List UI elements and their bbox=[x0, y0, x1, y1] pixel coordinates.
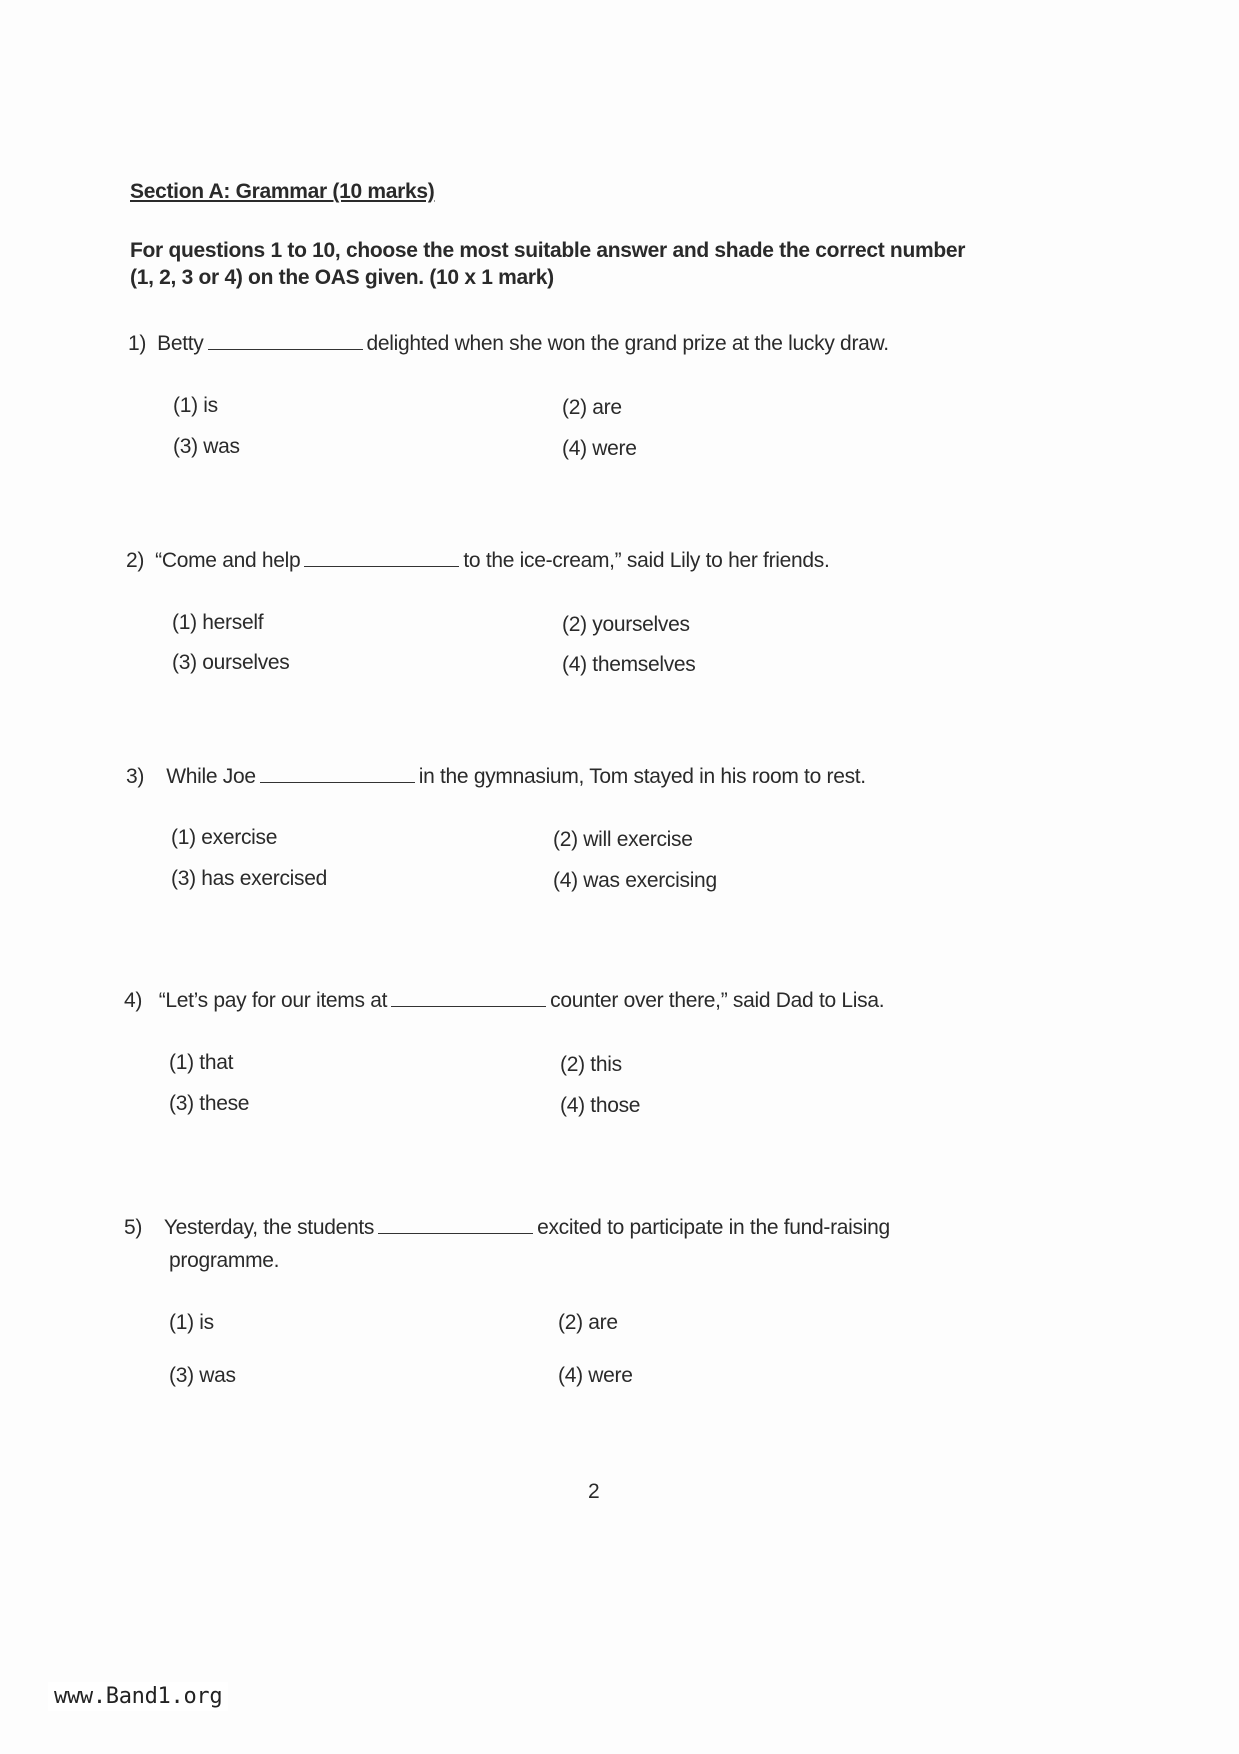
option-4: (4) were bbox=[562, 437, 637, 460]
question-text-before: While Joe bbox=[166, 765, 256, 788]
answer-blank bbox=[208, 348, 363, 350]
question-text-after: excited to participate in the fund-raising bbox=[537, 1216, 890, 1239]
option-3: (3) was bbox=[173, 435, 240, 458]
option-1: (1) that bbox=[169, 1051, 234, 1074]
answer-blank bbox=[304, 565, 459, 567]
option-1: (1) exercise bbox=[171, 826, 278, 849]
answer-blank bbox=[391, 1005, 546, 1007]
option-2: (2) this bbox=[560, 1053, 622, 1076]
option-3: (3) these bbox=[169, 1092, 250, 1115]
question-3 bbox=[126, 765, 866, 789]
question-text-after: delighted when she won the grand prize at the lucky draw. bbox=[366, 332, 889, 355]
answer-blank bbox=[260, 781, 415, 783]
question-number: 2) bbox=[126, 549, 145, 572]
option-3: (3) has exercised bbox=[171, 867, 327, 890]
option-3: (3) was bbox=[169, 1364, 236, 1387]
question-text-before: “Let’s pay for our items at bbox=[158, 989, 388, 1012]
option-1: (1) herself bbox=[172, 611, 264, 634]
option-4: (4) themselves bbox=[562, 653, 696, 676]
option-4: (4) those bbox=[560, 1094, 641, 1117]
question-number: 3) bbox=[126, 765, 145, 788]
option-4: (4) were bbox=[558, 1364, 633, 1387]
instructions-line2: (1, 2, 3 or 4) on the OAS given. (10 x 1 mark) bbox=[130, 266, 554, 289]
option-2: (2) are bbox=[562, 396, 622, 419]
question-text-after: to the ice-cream,” said Lily to her friends. bbox=[463, 549, 830, 572]
question-5-line2: programme. bbox=[169, 1249, 280, 1272]
footer-watermark: www.Band1.org bbox=[48, 1682, 228, 1711]
section-title: Section A: Grammar (10 marks) bbox=[130, 180, 435, 203]
question-text-before: Betty bbox=[157, 332, 204, 355]
option-2: (2) yourselves bbox=[562, 613, 690, 636]
option-3: (3) ourselves bbox=[172, 651, 290, 674]
question-text-after: in the gymnasium, Tom stayed in his room to rest. bbox=[418, 765, 866, 788]
question-text-before: Yesterday, the students bbox=[163, 1216, 375, 1239]
question-4 bbox=[124, 989, 884, 1013]
question-text-after: counter over there,” said Dad to Lisa. bbox=[550, 989, 885, 1012]
page-number: 2 bbox=[588, 1480, 600, 1503]
question-text-before: “Come and help bbox=[155, 549, 301, 572]
question-2 bbox=[126, 549, 830, 573]
option-4: (4) was exercising bbox=[553, 869, 717, 892]
instructions bbox=[130, 237, 965, 291]
question-5 bbox=[124, 1216, 890, 1240]
option-1: (1) is bbox=[169, 1311, 214, 1334]
question-1 bbox=[128, 332, 889, 356]
answer-blank bbox=[378, 1232, 533, 1234]
question-number: 5) bbox=[124, 1216, 143, 1239]
option-2: (2) will exercise bbox=[553, 828, 693, 851]
option-2: (2) are bbox=[558, 1311, 618, 1334]
question-number: 4) bbox=[124, 989, 143, 1012]
instructions-line1: For questions 1 to 10, choose the most suitable answer and shade the correct number bbox=[130, 239, 966, 262]
option-1: (1) is bbox=[173, 394, 218, 417]
question-number: 1) bbox=[128, 332, 147, 355]
